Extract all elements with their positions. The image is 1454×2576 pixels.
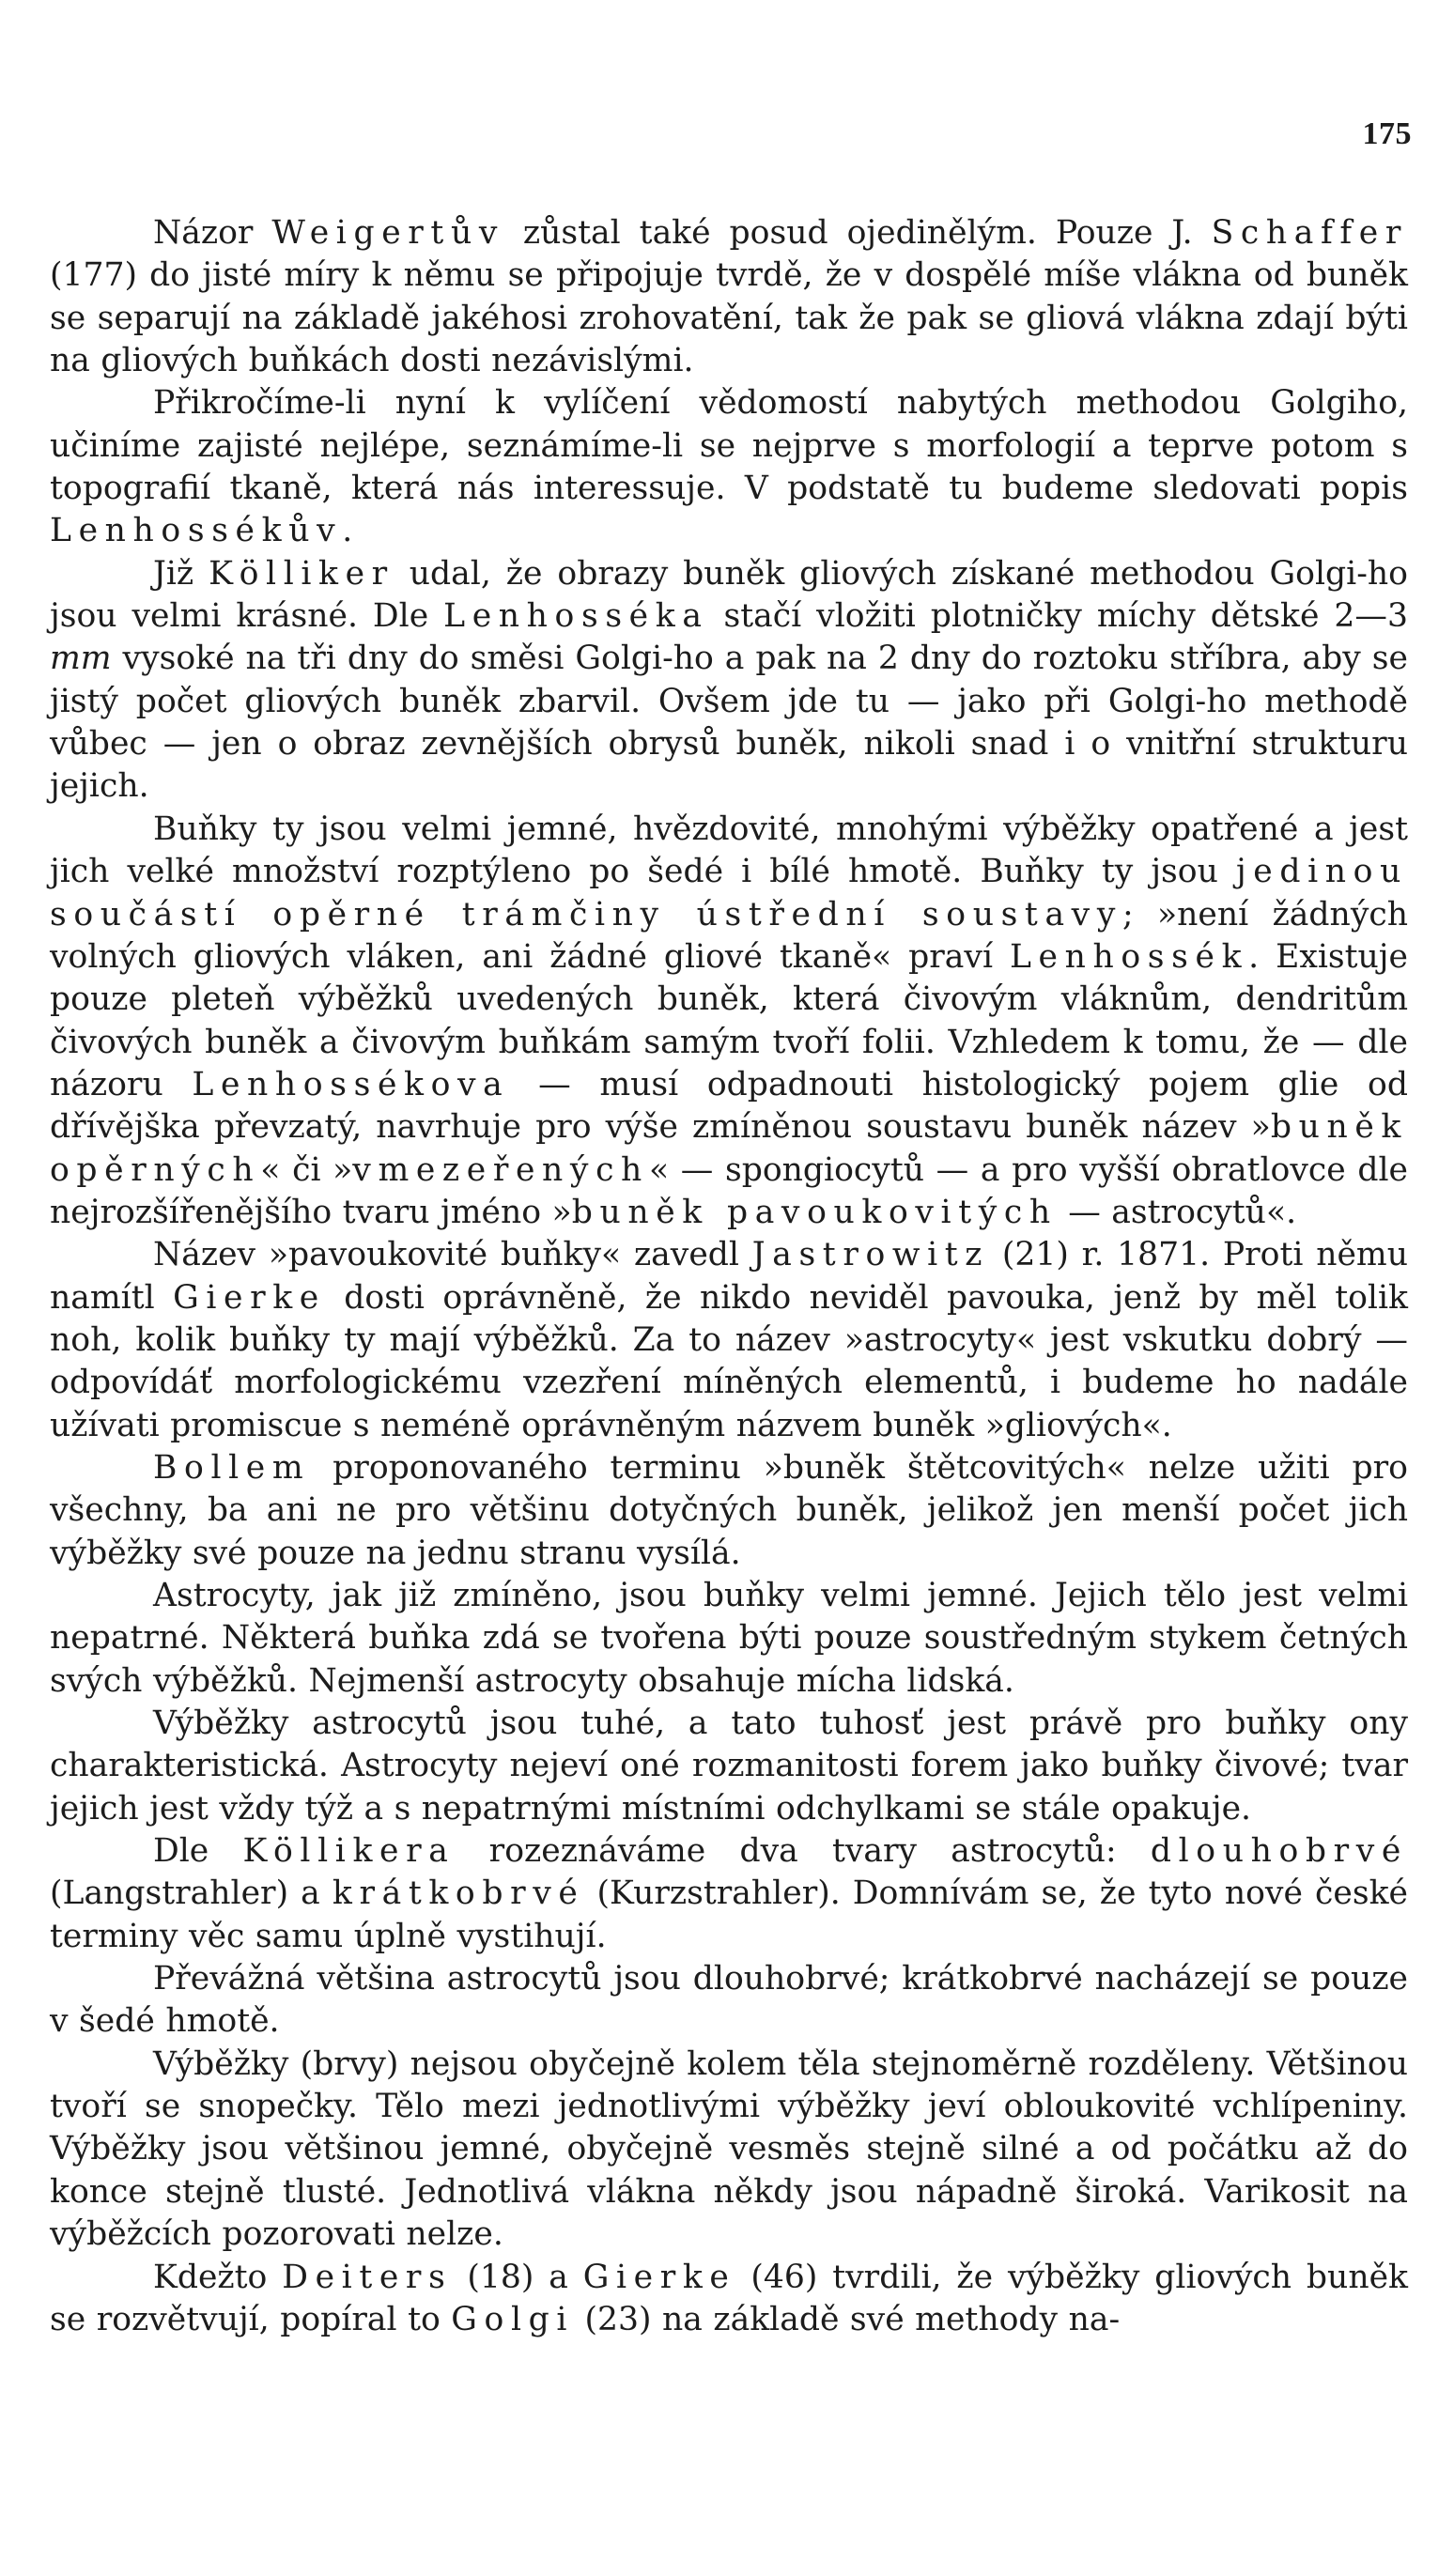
text-run: (177) do jisté míry k němu se připojuje tvrdě, že v dospělé míše vlákna od buněk se separují na základě jakéhosi zrohovatění, tak že pak se gliová vlákna zdají býti na gliových buňkách dosti nezávislými. [50,256,1408,380]
text-run: (21) r. 1871. Proti němu namítl [50,1236,1408,1317]
text-run: . Existuje pouze pleteň výběžků uvedených buněk, která čivovým vláknům, dendritům čivových buněk a čivovým buňkám samým tvoří folii. Vzhledem k tomu, že — dle názoru [50,937,1408,1103]
spaced-emphasis: Gierke [173,1278,326,1317]
spaced-emphasis: Gierke [582,2258,736,2296]
text-run: zůstal také posud ojedinělým. Pouze J. [503,214,1212,252]
paragraph-2 [50,382,1408,552]
text-run: Dle [153,1832,243,1871]
italic-unit: mm [50,640,112,678]
spaced-emphasis: dlouhobrvé [1150,1832,1408,1871]
text-run: proponovaného terminu »buněk štětcovitých« nelze užiti pro všechny, ba ani ne pro většinu dotyčných buněk, jelikož jen menší počet jich výběžky své pouze na jednu stranu vysílá. [50,1448,1408,1572]
text-run: Název »pavoukovité buňky« zavedl [153,1236,752,1274]
paragraph-3 [50,553,1408,809]
paragraph-6 [50,1447,1408,1575]
text-run: (18) a [452,2258,583,2296]
spaced-emphasis: Lenhosséka [443,597,709,636]
paragraph-12 [50,2257,1408,2342]
spaced-emphasis: Deiters [282,2258,453,2296]
text-run: Již [153,554,209,593]
paragraph-4 [50,809,1408,1234]
text-run: rozeznáváme dva tvary astrocytů: [455,1832,1151,1871]
paragraph-5 [50,1234,1408,1447]
text-run: (Langstrahler) a [50,1874,333,1913]
spaced-emphasis: Golgi [451,2300,575,2338]
spaced-emphasis: Lenhossékova [192,1065,510,1103]
text-run: Výběžky astrocytů jsou tuhé, a tato tuhosť jest právě pro buňky ony charakteristická. Astrocyty nejeví oné rozmanitosti forem jako buňky čivové; tvar jejich jest vždy týž a s nepatrnými místními odchylkami se stále opakuje. [50,1704,1408,1828]
text-run: stačí vložiti plotničky míchy dětské 2—3 [708,597,1408,636]
text-run: dosti oprávněně, že nikdo neviděl pavouka, jenž by měl tolik noh, kolik buňky ty mají výběžků. Za to název »astrocyty« jest vskutku dobrý — odpovídáť morfologickému vzezření míněných elementů, i budeme ho nadále užívati promiscue s neméně oprávněným názvem buněk »gliových«. [50,1278,1409,1444]
paragraph-11 [50,2044,1408,2257]
paragraph-1 [50,212,1408,382]
paragraph-10 [50,1958,1408,2044]
spaced-emphasis: Schaffer [1211,214,1408,252]
text-run: Výběžky (brvy) nejsou obyčejně kolem těla stejnoměrně rozděleny. Většinou tvoří se snopečky. Tělo mezi jednotlivými výběžky jeví obloukovité vchlípeniny. Výběžky jsou většinou jemné, obyčejně vesměs stejně silné a od počátku až do konce stejně tlusté. Jednotlivá vlákna někdy jsou nápadně široká. Varikosit na výběžcích pozorovati nelze. [50,2044,1408,2254]
spaced-emphasis: Bollem [153,1448,311,1487]
text-run: (46) tvrdili, že výběžky gliových buněk se rozvětvují, popíral to [50,2258,1409,2338]
spaced-emphasis: Kölliker [209,554,394,593]
text-run: ; »není žádných volných gliových vláken, ani žádné gliové tkaně« praví [50,895,1408,976]
spaced-emphasis: jedinou součástí opěrné trámčiny ústřední soustavy [50,853,1408,933]
page-number: 175 [1362,116,1412,151]
spaced-emphasis: Lenhossék [1009,937,1249,976]
text-run: (23) na základě své methody na- [574,2300,1121,2338]
text-run: « — spongiocytů — a pro vyšší obratlovce dle nejrozšířenějšího tvaru jméno » [50,1150,1408,1231]
text-run: (Kurzstrahler). Domnívám se, že tyto nové české terminy věc samu úplně vystihují. [50,1874,1408,1955]
spaced-emphasis: Weigertův [271,214,504,252]
spaced-emphasis: krátkobrvé [332,1874,585,1913]
spaced-emphasis: Lenhossékův [50,512,343,550]
text-body [50,212,1408,2341]
text-run: Názor [153,214,272,252]
spaced-emphasis: Jastrowitz [751,1236,990,1274]
paragraph-8 [50,1703,1408,1830]
paragraph-9 [50,1830,1408,1958]
text-run: Přikročíme-li nyní k vylíčení vědomostí nabytých methodou Golgiho, učiníme zajisté nejlépe, seznámíme-li se nejprve s morfologií a teprve potom s topografií tkaně, která nás interessuje. V podstatě tu budeme sledovati popis [50,384,1408,508]
text-run: — musí odpadnouti histologický pojem glie od dřívějška převzatý, navrhuje pro výše zmíněnou soustavu buněk název » [50,1065,1408,1147]
spaced-emphasis: buněk opěrných [50,1108,1408,1189]
text-run: « či » [260,1150,353,1189]
paragraph-7 [50,1575,1408,1703]
text-run: Kdežto [153,2258,283,2296]
spaced-emphasis: vmezeřených [352,1150,649,1189]
text-run: . [342,512,353,550]
spaced-emphasis: buněk pavoukovitých [571,1193,1058,1231]
text-run: udal, že obrazy buněk gliových získané methodou Golgi-ho jsou velmi krásné. Dle [50,554,1408,636]
text-run: Astrocyty, jak již zmíněno, jsou buňky velmi jemné. Jejich tělo jest velmi nepatrné. Některá buňka zdá se tvořena býti pouze soustředným stykem četných svých výběžků. Nejmenší astrocyty obsahuje mícha lidská. [50,1577,1408,1700]
spaced-emphasis: Köllikera [242,1832,456,1871]
text-run: Buňky ty jsou velmi jemné, hvězdovité, mnohými výběžky opatřené a jest jich velké množství rozptýleno po šedé i bílé hmotě. Buňky ty jsou [50,810,1408,891]
text-run: vysoké na tři dny do směsi Golgi-ho a pak na 2 dny do roztoku stříbra, aby se jistý počet gliových buněk zbarvil. Ovšem jde tu — jako při Golgi-ho methodě vůbec — jen o obraz zevnějších obrysů buněk, nikoli snad i o vnitřní strukturu jejich. [50,640,1408,806]
text-run: Převážná většina astrocytů jsou dlouhobrvé; krátkobrvé nacházejí se pouze v šedé hmotě. [50,1960,1408,2041]
text-run: — astrocytů«. [1057,1193,1297,1231]
